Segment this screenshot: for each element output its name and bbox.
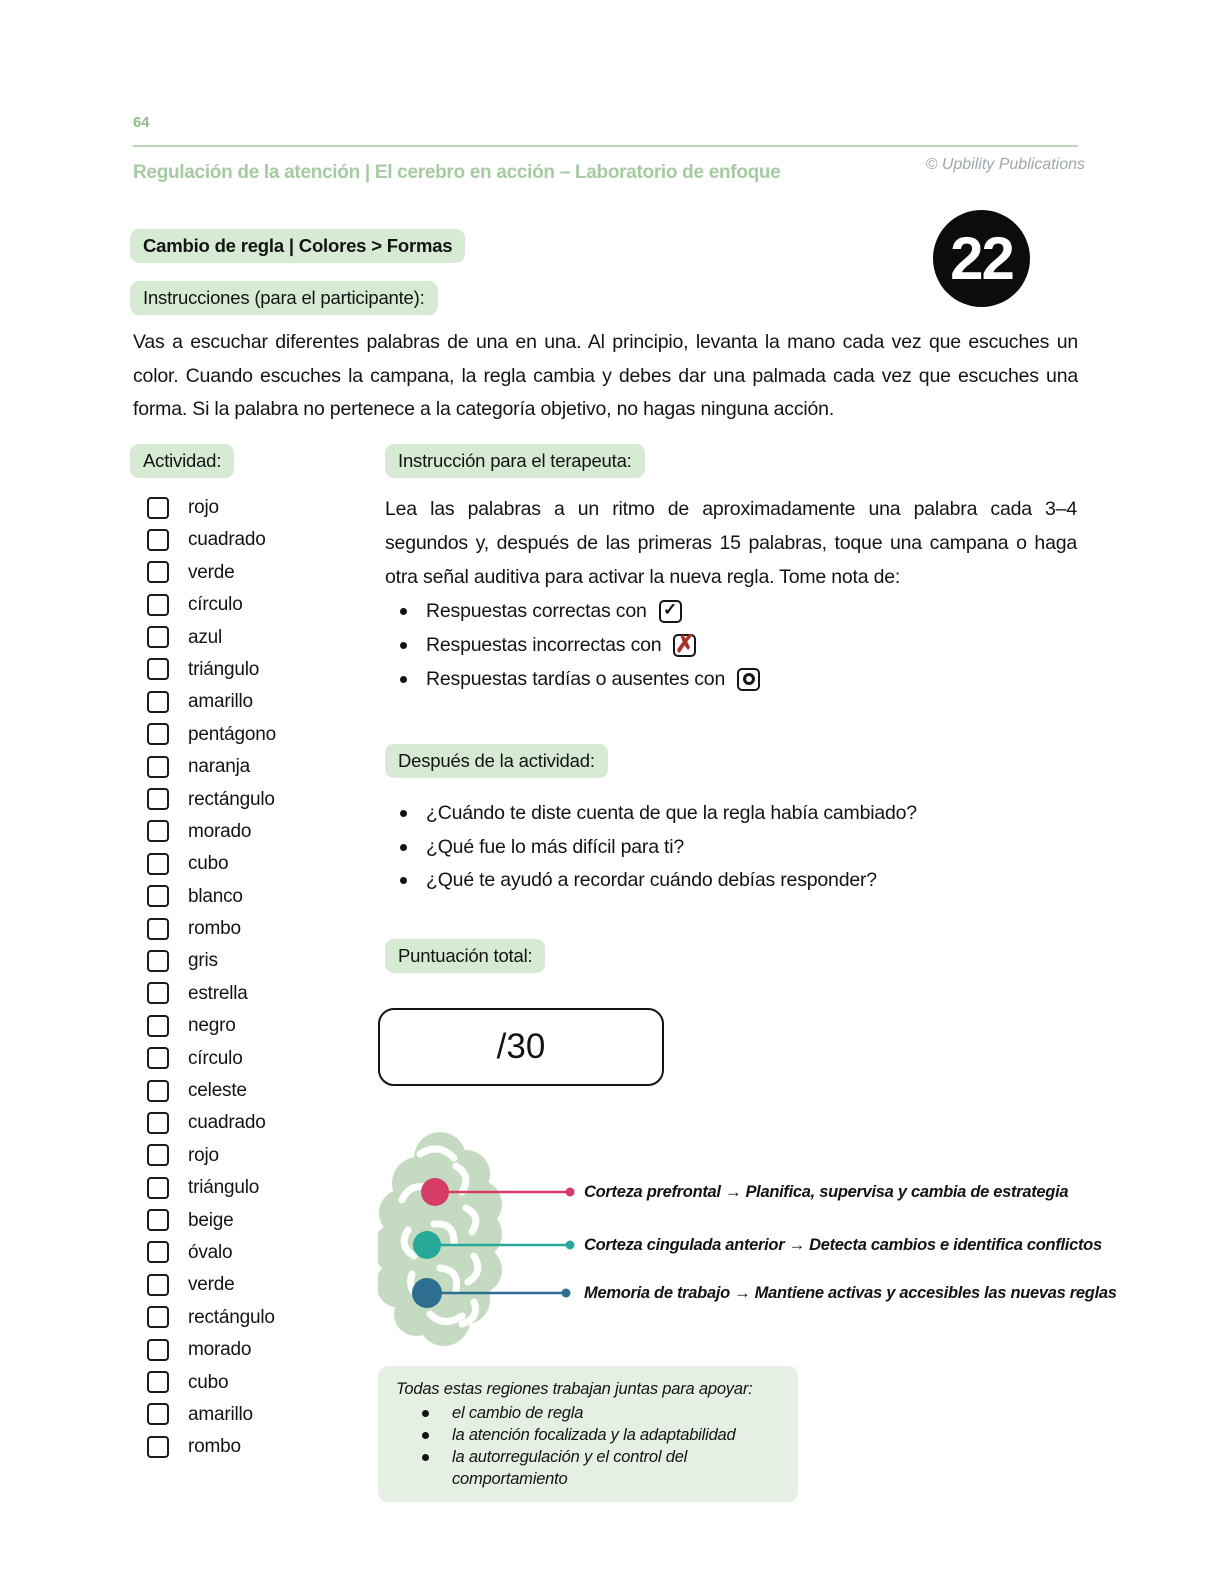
score-max-value: /30 xyxy=(496,1027,546,1066)
word-checkbox[interactable] xyxy=(147,950,169,972)
word-checkbox[interactable] xyxy=(147,1080,169,1102)
header-rule xyxy=(133,145,1078,147)
record-square-icon xyxy=(737,668,760,691)
word-checkbox[interactable] xyxy=(147,1015,169,1037)
activity-word-row xyxy=(147,1146,276,1165)
cingulate-dot xyxy=(413,1231,441,1259)
regions-summary-item: la autorregulación y el control del comportamiento xyxy=(396,1446,782,1490)
regions-summary-item: el cambio de regla xyxy=(396,1402,782,1424)
check-square-icon: ✓ xyxy=(659,600,682,623)
page-number: 64 xyxy=(133,114,150,131)
therapist-instructions-text: Lea las palabras a un ritmo de aproximadamente una palabra cada 3–4 segundos y, después de las primeras 15 palabras, toque una campana o haga otra señal auditiva para activar la nueva regla. Tome nota de: xyxy=(385,498,1077,588)
word-label: beige xyxy=(188,1209,234,1231)
word-label: pentágono xyxy=(188,723,277,745)
activity-word-row xyxy=(147,984,276,1003)
total-score-badge: Puntuación total: xyxy=(385,939,545,973)
word-label: cubo xyxy=(188,1371,229,1393)
word-label: círculo xyxy=(188,594,243,616)
activity-word-row xyxy=(147,595,276,614)
activity-badge: Actividad: xyxy=(130,444,234,478)
activity-word-list xyxy=(147,498,276,1470)
word-checkbox[interactable] xyxy=(147,1339,169,1361)
activity-word-row xyxy=(147,530,276,549)
word-checkbox[interactable] xyxy=(147,918,169,940)
word-label: morado xyxy=(188,820,252,842)
note-correct-label: Respuestas correctas con xyxy=(426,599,647,622)
word-label: gris xyxy=(188,950,218,972)
working-memory-dot xyxy=(412,1278,442,1308)
activity-word-row xyxy=(147,951,276,970)
word-checkbox[interactable] xyxy=(147,497,169,519)
word-label: celeste xyxy=(188,1080,247,1102)
activity-word-row xyxy=(147,692,276,711)
word-label: óvalo xyxy=(188,1241,233,1263)
word-label: rombo xyxy=(188,1436,241,1458)
activity-word-row xyxy=(147,563,276,582)
activity-word-row xyxy=(147,1211,276,1230)
document-header: Regulación de la atención | El cerebro en acción – Laboratorio de enfoque xyxy=(133,162,781,183)
word-checkbox[interactable] xyxy=(147,1112,169,1134)
activity-word-row xyxy=(147,822,276,841)
activity-word-row xyxy=(147,757,276,776)
word-label: naranja xyxy=(188,756,250,778)
word-label: blanco xyxy=(188,885,243,907)
activity-word-row xyxy=(147,790,276,809)
activity-word-row xyxy=(147,1340,276,1359)
word-checkbox[interactable] xyxy=(147,853,169,875)
activity-word-row xyxy=(147,1437,276,1456)
after-activity-questions xyxy=(400,797,917,898)
word-checkbox[interactable] xyxy=(147,885,169,907)
activity-word-row xyxy=(147,919,276,938)
word-checkbox[interactable] xyxy=(147,723,169,745)
word-label: azul xyxy=(188,626,223,648)
word-label: rojo xyxy=(188,1144,219,1166)
working-memory-label: Memoria de trabajo → Mantiene activas y accesibles las nuevas reglas xyxy=(584,1284,1117,1302)
note-late-row xyxy=(400,662,760,696)
note-incorrect-label: Respuestas incorrectas con xyxy=(426,633,662,656)
word-label: verde xyxy=(188,561,235,583)
word-checkbox[interactable] xyxy=(147,1306,169,1328)
activity-word-row xyxy=(147,1178,276,1197)
word-checkbox[interactable] xyxy=(147,1403,169,1425)
word-label: estrella xyxy=(188,982,248,1004)
activity-word-row xyxy=(147,1308,276,1327)
word-label: verde xyxy=(188,1274,235,1296)
word-label: triángulo xyxy=(188,658,260,680)
participant-instructions-badge: Instrucciones (para el participante): xyxy=(130,281,438,315)
brain-illustration xyxy=(378,1128,584,1353)
word-label: cuadrado xyxy=(188,1112,266,1134)
note-legend xyxy=(400,594,760,696)
word-checkbox[interactable] xyxy=(147,1274,169,1296)
activity-word-row xyxy=(147,1081,276,1100)
activity-word-row xyxy=(147,1113,276,1132)
activity-word-row xyxy=(147,1405,276,1424)
word-checkbox[interactable] xyxy=(147,788,169,810)
after-activity-question: ¿Cuándo te diste cuenta de que la regla había cambiado? xyxy=(400,797,917,831)
word-checkbox[interactable] xyxy=(147,820,169,842)
note-correct-row xyxy=(400,594,760,628)
score-input-box[interactable] xyxy=(378,1008,664,1086)
word-label: cubo xyxy=(188,853,229,875)
word-checkbox[interactable] xyxy=(147,1209,169,1231)
activity-word-row xyxy=(147,498,276,517)
task-number-badge: 22 xyxy=(933,210,1030,307)
word-label: triángulo xyxy=(188,1177,260,1199)
after-activity-question: ¿Qué fue lo más difícil para ti? xyxy=(400,831,917,865)
task-title-badge: Cambio de regla | Colores > Formas xyxy=(130,229,465,263)
therapist-instructions-badge: Instrucción para el terapeuta: xyxy=(385,444,645,478)
word-checkbox[interactable] xyxy=(147,756,169,778)
activity-word-row xyxy=(147,1373,276,1392)
word-checkbox[interactable] xyxy=(147,1047,169,1069)
activity-word-row xyxy=(147,1275,276,1294)
anterior-cingulate-label: Corteza cingulada anterior → Detecta cambios e identifica conflictos xyxy=(584,1236,1102,1254)
word-label: círculo xyxy=(188,1047,243,1069)
word-checkbox[interactable] xyxy=(147,982,169,1004)
prefrontal-cortex-label: Corteza prefrontal → Planifica, supervisa y cambia de estrategia xyxy=(584,1183,1069,1201)
activity-word-row xyxy=(147,1243,276,1262)
regions-summary-intro: Todas estas regiones trabajan juntas para apoyar: xyxy=(396,1380,753,1398)
copyright-notice: © Upbility Publications xyxy=(925,156,1085,173)
activity-word-row xyxy=(147,628,276,647)
word-label: morado xyxy=(188,1339,252,1361)
note-incorrect-row xyxy=(400,628,760,662)
activity-word-row xyxy=(147,1016,276,1035)
word-label: rectángulo xyxy=(188,788,275,810)
word-label: cuadrado xyxy=(188,529,266,551)
word-checkbox[interactable] xyxy=(147,1371,169,1393)
after-activity-question: ¿Qué te ayudó a recordar cuándo debías responder? xyxy=(400,864,917,898)
x-square-icon: ✗ xyxy=(674,631,695,658)
activity-word-row xyxy=(147,854,276,873)
note-late-label: Respuestas tardías o ausentes con xyxy=(426,667,726,690)
regions-summary-box xyxy=(378,1366,798,1502)
word-checkbox[interactable] xyxy=(147,561,169,583)
word-label: amarillo xyxy=(188,691,253,713)
activity-word-row xyxy=(147,1049,276,1068)
activity-word-row xyxy=(147,660,276,679)
word-checkbox[interactable] xyxy=(147,1436,169,1458)
word-checkbox[interactable] xyxy=(147,1241,169,1263)
word-label: rectángulo xyxy=(188,1306,275,1328)
word-checkbox[interactable] xyxy=(147,529,169,551)
activity-word-row xyxy=(147,725,276,744)
word-label: rombo xyxy=(188,918,241,940)
regions-summary-list xyxy=(396,1402,782,1490)
word-checkbox[interactable] xyxy=(147,1144,169,1166)
word-checkbox[interactable] xyxy=(147,691,169,713)
participant-instructions-text: Vas a escuchar diferentes palabras de una en una. Al principio, levanta la mano cada vez que escuches un color. Cuando escuches la campana, la regla cambia y debes dar una palmada cada vez que escuches una forma. Si la palabra no pertenece a la categoría objetivo, no hagas ninguna acción. xyxy=(133,331,1078,420)
regions-summary-item: la atención focalizada y la adaptabilidad xyxy=(396,1424,782,1446)
word-checkbox[interactable] xyxy=(147,626,169,648)
activity-word-row xyxy=(147,887,276,906)
word-checkbox[interactable] xyxy=(147,658,169,680)
word-label: rojo xyxy=(188,497,219,518)
word-checkbox[interactable] xyxy=(147,1177,169,1199)
after-activity-badge: Después de la actividad: xyxy=(385,744,608,778)
word-label: amarillo xyxy=(188,1403,253,1425)
word-checkbox[interactable] xyxy=(147,594,169,616)
word-label: negro xyxy=(188,1015,236,1037)
prefrontal-dot xyxy=(421,1178,449,1206)
